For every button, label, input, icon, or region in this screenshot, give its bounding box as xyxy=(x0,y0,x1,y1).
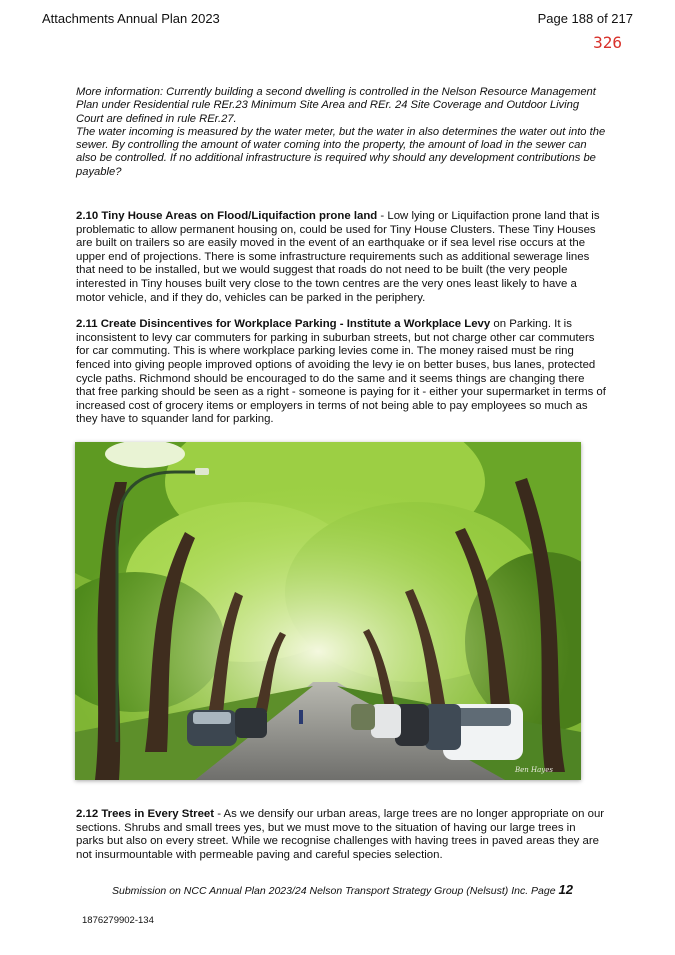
page-stamp-number: 326 xyxy=(593,33,622,52)
more-information-paragraph: More information: Currently building a second dwelling is controlled in the Nelson Resource Management Plan under Residential rule REr.23 Minimum Site Area and REr. 24 Site Coverage and Outdoor Living Court are defined in rule REr.27. xyxy=(76,86,596,125)
section-2-10 xyxy=(76,210,606,305)
section-2-11-body: on Parking. It is inconsistent to levy car commuters for parking in suburban streets, but not charge other car commuters for car commuting. This is where workplace parking levies come in. The money raised must be ring fenced into giving people improved options of avoiding the levy ie on better buses, bus lanes, protected cycle paths. Richmond should be encouraged to do the same and it seems things are changing there that free parking should be seen as a right - someone is paying for it - either your supermarket in terms of increased cost of grocery items or employers in terms of not being able to pay employees so much as they have to squander land for parking. xyxy=(76,318,606,426)
svg-text:Ben Hayes: Ben Hayes xyxy=(515,766,553,774)
document-header-title: Attachments Annual Plan 2023 xyxy=(42,11,220,26)
more-information-note xyxy=(76,86,606,179)
section-2-11-heading: 2.11 Create Disincentives for Workplace Parking - Institute a Workplace Levy xyxy=(76,318,491,331)
section-2-12 xyxy=(76,808,606,862)
section-2-12-heading: 2.12 Trees in Every Street xyxy=(76,808,215,820)
page-counter: Page 188 of 217 xyxy=(537,11,633,26)
section-2-12-body: - As we densify our urban areas, large trees are no longer appropriate on our sections. Shrubs and small trees yes, but we must move to the situation of having our large trees in parks but also on every street. While we recognise challenges with having trees in paved areas they are not insurmountable with permeable paving and careful species selection. xyxy=(76,808,605,861)
footer-page-number: 12 xyxy=(558,882,573,897)
page-footer xyxy=(112,882,573,897)
water-meter-paragraph: The water incoming is measured by the water meter, but the water in also determines the water out into the sewer. By controlling the amount of water coming into the property, the amount of load in the sewer can also be controlled. If no additional infrastructure is required why should any development contributions be payable? xyxy=(76,125,606,178)
tree-lined-street-photo xyxy=(75,442,581,780)
document-id: 1876279902-134 xyxy=(82,915,154,926)
footer-text: Submission on NCC Annual Plan 2023/24 Nelson Transport Strategy Group (Nelsust) Inc. Page xyxy=(112,885,559,897)
section-2-11 xyxy=(76,318,606,427)
section-2-10-body: - Low lying or Liquifaction prone land that is problematic to allow permanent housing on, could be used for Tiny House Clusters. These Tiny Houses are built on trailers so are easily moved in the event of an earthquake or if sea level rise occurs at the upper end of projections. There is some infrastructure requirements such as additional sewerage lines that need to be installed, but we would suggest that roads do not need to be built (the very people interested in Tiny houses built very close to the town centres are the very ones least likely to have a motor vehicle, and if they do, vehicles can be parked in the periphery. xyxy=(76,210,600,304)
section-2-10-heading: 2.10 Tiny House Areas on Flood/Liquifaction prone land xyxy=(76,210,378,223)
document-body xyxy=(76,86,606,427)
